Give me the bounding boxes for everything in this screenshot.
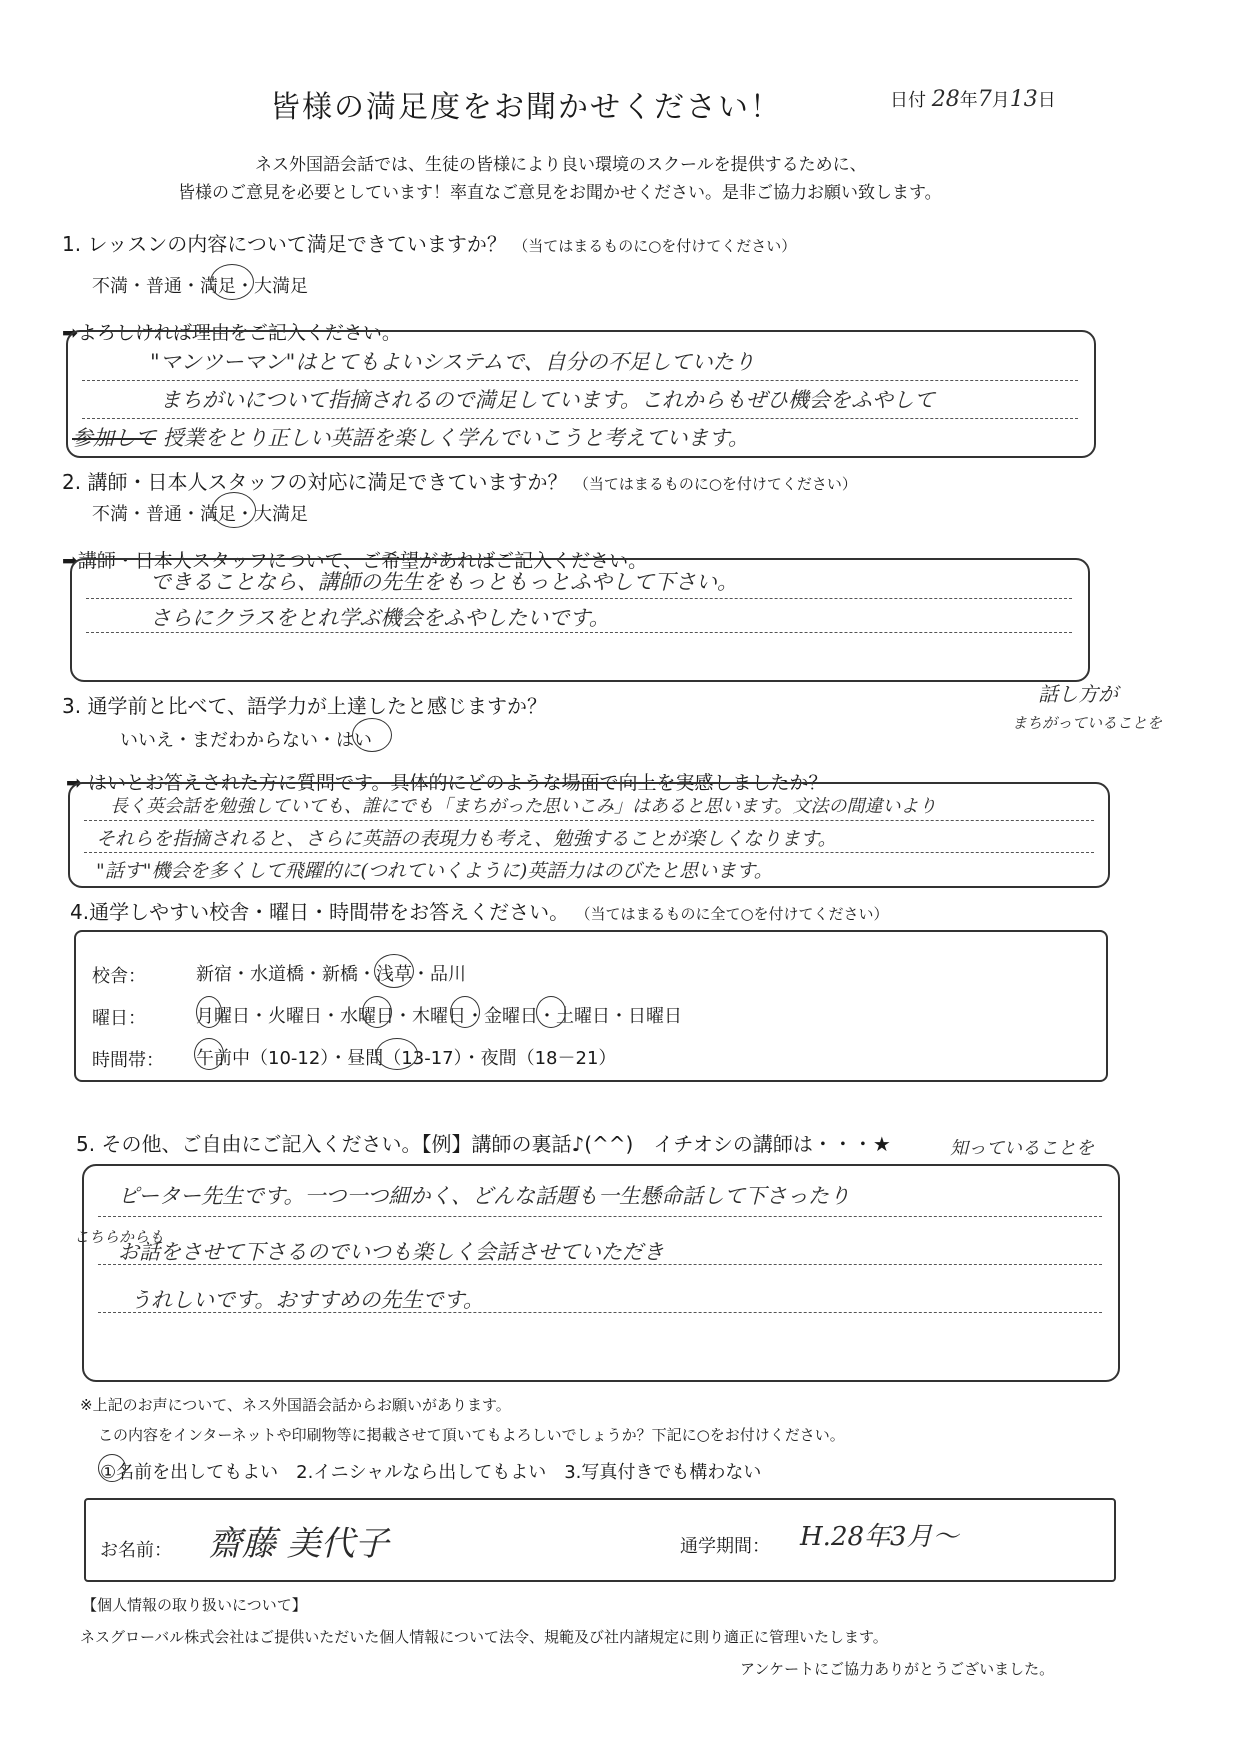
q3-margin-note-2: まちがっていることを — [1012, 714, 1163, 732]
q4-time-circle-afternoon — [376, 1038, 418, 1070]
footer-notice: ※上記のお声について、ネス外国語会話からお願いがあります。 — [80, 1396, 511, 1414]
q2-answer-line-1: できることなら、講師の先生をもっともっとふやして下さい。 — [150, 570, 738, 594]
q4-day-circle-thu — [450, 996, 480, 1028]
q3-selected-circle — [352, 718, 392, 752]
q4-question-note: （当てはまるものに全て○を付けてください） — [575, 905, 889, 923]
footer-option-1-circle — [98, 1454, 126, 1482]
q5-margin-note: 知っていることを — [950, 1138, 1094, 1159]
footer-publish-options: ①名前を出してもよい 2.イニシャルなら出してもよい 3.写真付きでも構わない — [100, 1462, 762, 1483]
q1-answer-line-1: "マンツーマン"はとてもよいシステムで、自分の不足していたり — [150, 350, 755, 374]
q3-answer-line-2: それらを指摘されると、さらに英語の表現力も考え、勉強することが楽しくなります。 — [96, 828, 837, 850]
q3-margin-note-1: 話し方が — [1038, 682, 1118, 706]
q1-selected-circle — [210, 264, 254, 300]
q5-answer-insert: こちらからも — [74, 1228, 165, 1246]
q3-answer-line-1: 長く英会話を勉強していても、誰にでも「まちがった思いこみ」はあると思います。文法の間違いより — [110, 796, 937, 817]
q4-time-label: 時間帯： — [92, 1050, 164, 1071]
footer-request: この内容をインターネットや印刷物等に掲載させて頂いてもよろしいでしょうか？下記に○をお付けください。 — [98, 1426, 845, 1444]
q2-question-note: （当てはまるものに○を付けてください） — [573, 475, 857, 493]
footer-period-label: 通学期間： — [680, 1536, 770, 1557]
q4-campus-options: 新宿・水道橋・新橋・浅草・品川 — [196, 964, 466, 985]
q1-question-text: 1. レッスンの内容について満足できていますか？ — [62, 232, 507, 256]
q1-answer-line-3-text: 授業をとり正しい英語を楽しく学んでいこうと考えています。 — [162, 426, 750, 450]
q4-campus-circle — [374, 954, 414, 988]
date-label: 日付 — [890, 90, 926, 111]
q1-answer-line-2: まちがいについて指摘されるので満足しています。これからもぜひ機会をふやして — [160, 388, 935, 412]
q5-answer-line-1: ピーター先生です。一つ一つ細かく、どんな話題も一生懸命話して下さったり — [118, 1184, 851, 1208]
q1-rule-2 — [82, 418, 1078, 419]
q3-prompt: ➡ はいとお答えされた方に質問です。具体的にどのような場面で向上を実感しましたか？ — [66, 772, 828, 794]
q2-question — [62, 466, 857, 495]
intro-line-1: ネス外国語会話では、生徒の皆様により良い環境のスクールを提供するために、 — [255, 155, 867, 175]
q3-question: 3. 通学前と比べて、語学力が上達したと感じますか？ — [62, 694, 548, 718]
q5-rule-1 — [98, 1216, 1102, 1217]
q2-options: 不満・普通・満足・大満足 — [92, 504, 308, 525]
q3-answer-line-3: "話す"機会を多くして飛躍的に(つれていくように)英語力はのびたと思います。 — [96, 860, 773, 882]
q1-options: 不満・普通・満足・大満足 — [92, 276, 308, 297]
q2-rule-1 — [86, 598, 1072, 599]
footer-period-value: H.28年3月〜 — [800, 1522, 959, 1552]
q2-answer-line-2: さらにクラスをとれ学ぶ機会をふやしたいです。 — [150, 606, 610, 630]
page-title: 皆様の満足度をお聞かせください！ — [270, 90, 782, 125]
q3-rule-2 — [84, 852, 1094, 853]
q5-answer-line-3: うれしいです。おすすめの先生です。 — [130, 1288, 484, 1312]
q4-question — [70, 896, 889, 925]
q1-answer-line-3 — [72, 422, 749, 452]
q1-rule-1 — [82, 380, 1078, 381]
q2-prompt: ➡講師・日本人スタッフについて、ご希望があればご記入ください。 — [62, 550, 648, 572]
q2-selected-circle — [212, 492, 256, 528]
q4-campus-label: 校舎： — [92, 966, 146, 987]
q4-day-circle-mon — [196, 996, 222, 1028]
date-field — [890, 86, 1056, 112]
q4-day-circle-fri — [536, 996, 566, 1028]
intro-line-2: 皆様のご意見を必要としています！率直なご意見をお聞かせください。是非ご協力お願い致します。 — [178, 183, 942, 203]
q4-time-options: 午前中（10-12）・昼間（13-17）・夜間（18－21） — [196, 1048, 617, 1069]
q4-day-options: 月曜日・火曜日・水曜日・木曜日・金曜日・土曜日・日曜日 — [196, 1006, 682, 1027]
q4-question-text: 4.通学しやすい校舎・曜日・時間帯をお答えください。 — [70, 900, 570, 924]
date-month-unit: 月 — [991, 90, 1010, 111]
q1-prompt: ➡よろしければ理由をご記入ください。 — [62, 322, 401, 344]
date-month: 7 — [977, 87, 992, 112]
footer-privacy-text: ネスグローバル株式会社はご提供いただいた個人情報について法令、規範及び社内諸規定に則り適正に管理いたします。 — [80, 1628, 888, 1646]
q4-time-circle-morning — [194, 1038, 224, 1070]
date-year: 28 — [931, 87, 960, 112]
footer-name-value: 齋藤 美代子 — [208, 1524, 389, 1564]
q2-question-text: 2. 講師・日本人スタッフの対応に満足できていますか？ — [62, 470, 568, 494]
q1-question-note: （当てはまるものに○を付けてください） — [513, 237, 797, 255]
q4-day-circle-wed — [362, 996, 392, 1028]
footer-thanks: アンケートにご協力ありがとうございました。 — [740, 1660, 1055, 1678]
q4-day-label: 曜日： — [92, 1008, 146, 1029]
q1-answer-strike: 参加して — [72, 426, 156, 450]
q5-answer-line-2: お話をさせて下さるのでいつも楽しく会話させていただき — [118, 1240, 664, 1264]
q3-options: いいえ・まだわからない・はい — [120, 730, 372, 751]
q3-rule-1 — [84, 820, 1094, 821]
footer-privacy-heading: 【個人情報の取り扱いについて】 — [82, 1596, 307, 1614]
date-year-unit: 年 — [959, 90, 978, 111]
date-day: 13 — [1009, 87, 1038, 112]
footer-name-label: お名前： — [100, 1540, 172, 1561]
q2-rule-2 — [86, 632, 1072, 633]
q5-question: 5. その他、ご自由にご記入ください。【例】講師の裏話♪(^^) イチオシの講師は・・・★ — [76, 1132, 891, 1156]
date-day-unit: 日 — [1037, 90, 1056, 111]
q1-question — [62, 228, 796, 257]
